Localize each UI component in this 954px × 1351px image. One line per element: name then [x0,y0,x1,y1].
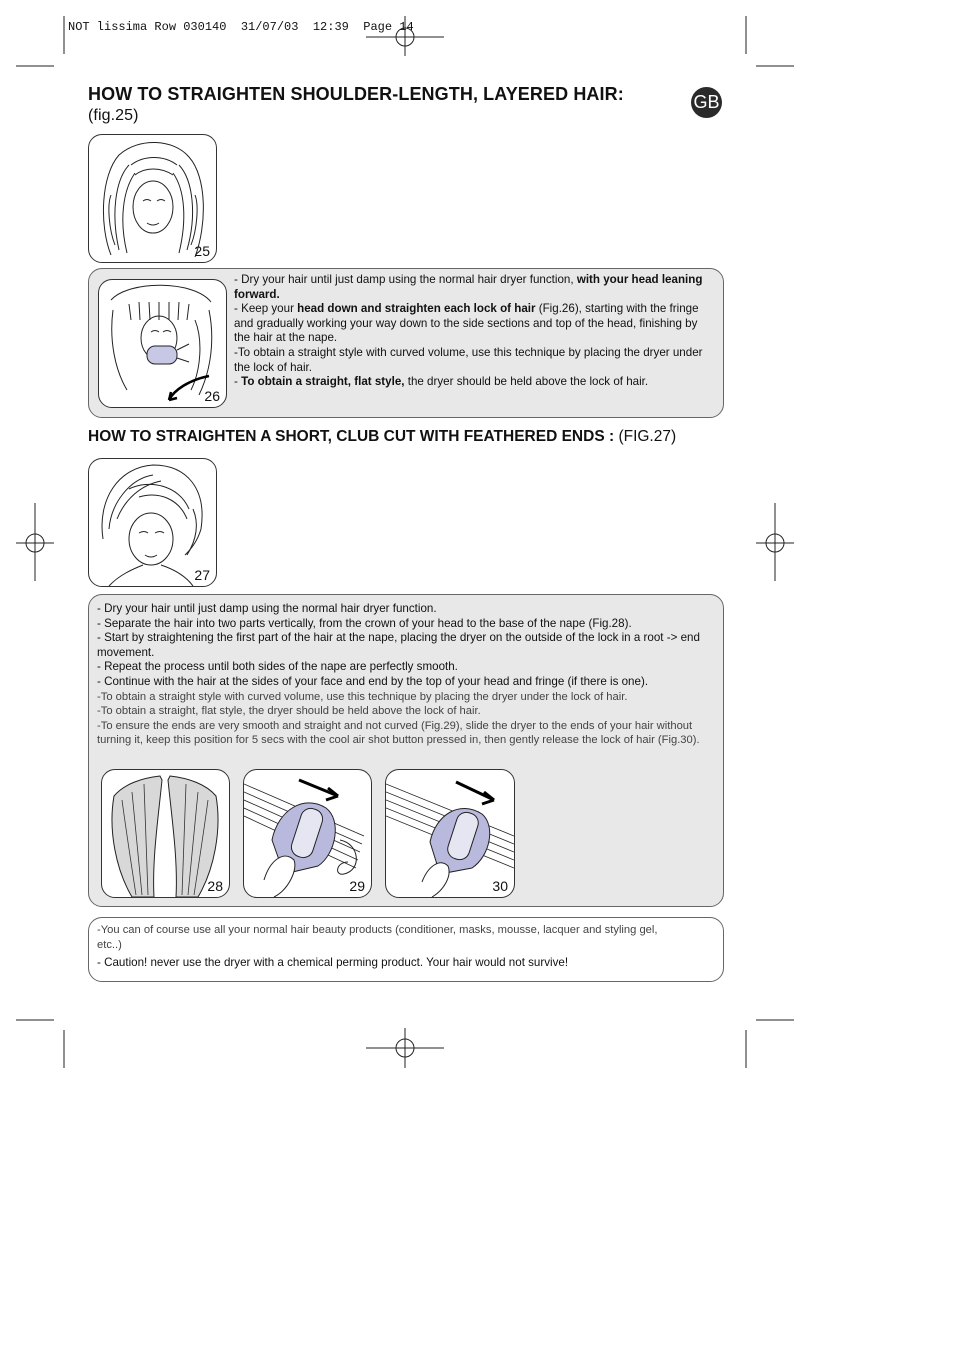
figure-28 [101,769,230,898]
instruction-text: - Keep your [234,302,298,316]
instruction-text: - Dry your hair until just damp using the normal hair dryer function, [234,273,577,286]
instruction-bold-text: with your head leaning forward. [234,273,703,301]
instruction-line: -To obtain a straight style with curved volume, use this technique by placing the dryer under the lock of hair. [234,345,703,374]
figure-29-number: 29 [349,878,365,894]
section2-title: HOW TO STRAIGHTEN A SHORT, CLUB CUT WITH FEATHERED ENDS : [88,428,619,445]
note-line: -You can of course use all your normal hair beauty products (conditioner, masks, mousse, lacquer and styling gel, etc..) [97,924,658,951]
instruction-line: - Continue with the hair at the sides of your face and end by the top of your head and fringe (if there is one). [97,674,649,688]
instruction-line [234,273,716,302]
instruction-line: - Repeat the process until both sides of the nape are perfectly smooth. [97,660,458,674]
instruction-text: (Fig.26), starting with the fringe and gradually working your way down to the side sections and top of the head, finishing by the hair at the nape. [234,302,699,345]
instruction-line [234,302,716,346]
section1-subtitle: (fig.25) [88,107,139,124]
section1-heading [88,84,624,125]
instruction-line [234,375,716,390]
figure-29 [243,769,372,898]
instruction-text: the dryer should be held above the lock of hair. [404,375,649,389]
note-text [97,923,672,971]
instruction-text: - [234,375,242,389]
figure-27 [88,458,217,587]
figure-25-number: 25 [194,243,210,259]
instruction-bold-text: head down and straighten each lock of hair [297,302,536,316]
instruction-bold-text: To obtain a straight, flat style, [241,375,405,389]
section1-instructions [234,273,716,390]
instruction-line: - Start by straightening the first part of the hair at the nape, placing the dryer on the outside of the lock in a root -> end movement. [97,631,700,659]
print-slug: NOT lissima Row 030140 31/07/03 12:39 Page 14 [68,20,414,34]
figure-30-number: 30 [492,878,508,894]
figure-28-number: 28 [207,878,223,894]
section1-title: HOW TO STRAIGHTEN SHOULDER-LENGTH, LAYERED HAIR: [88,84,624,104]
instruction-line: -To obtain a straight style with curved volume, use this technique by placing the dryer under the lock of hair. [97,690,628,703]
instruction-line: -To ensure the ends are very smooth and straight and not curved (Fig.29), slide the dryer to the ends of your hair without turning it, keep this position for 5 secs with the cool air shot button pressed in, then gently release the lock of hair (Fig.30). [97,719,700,747]
language-badge: GB [691,87,722,118]
figure-26 [98,279,227,408]
section2-subtitle: (FIG.27) [618,428,677,445]
section2-heading [88,428,676,446]
instruction-line: - Dry your hair until just damp using the normal hair dryer function. [97,602,437,615]
figure-26-number: 26 [204,388,220,404]
figure-30 [385,769,515,898]
instruction-line: -To obtain a straight, flat style, the dryer should be held above the lock of hair. [97,705,481,718]
figure-27-number: 27 [194,567,210,583]
figure-25 [88,134,217,263]
section2-instructions [97,602,719,748]
instruction-line: - Separate the hair into two parts vertically, from the crown of your head to the base of the nape (Fig.28). [97,616,632,630]
caution-line: - Caution! never use the dryer with a chemical perming product. Your hair would not survive! [97,956,569,970]
